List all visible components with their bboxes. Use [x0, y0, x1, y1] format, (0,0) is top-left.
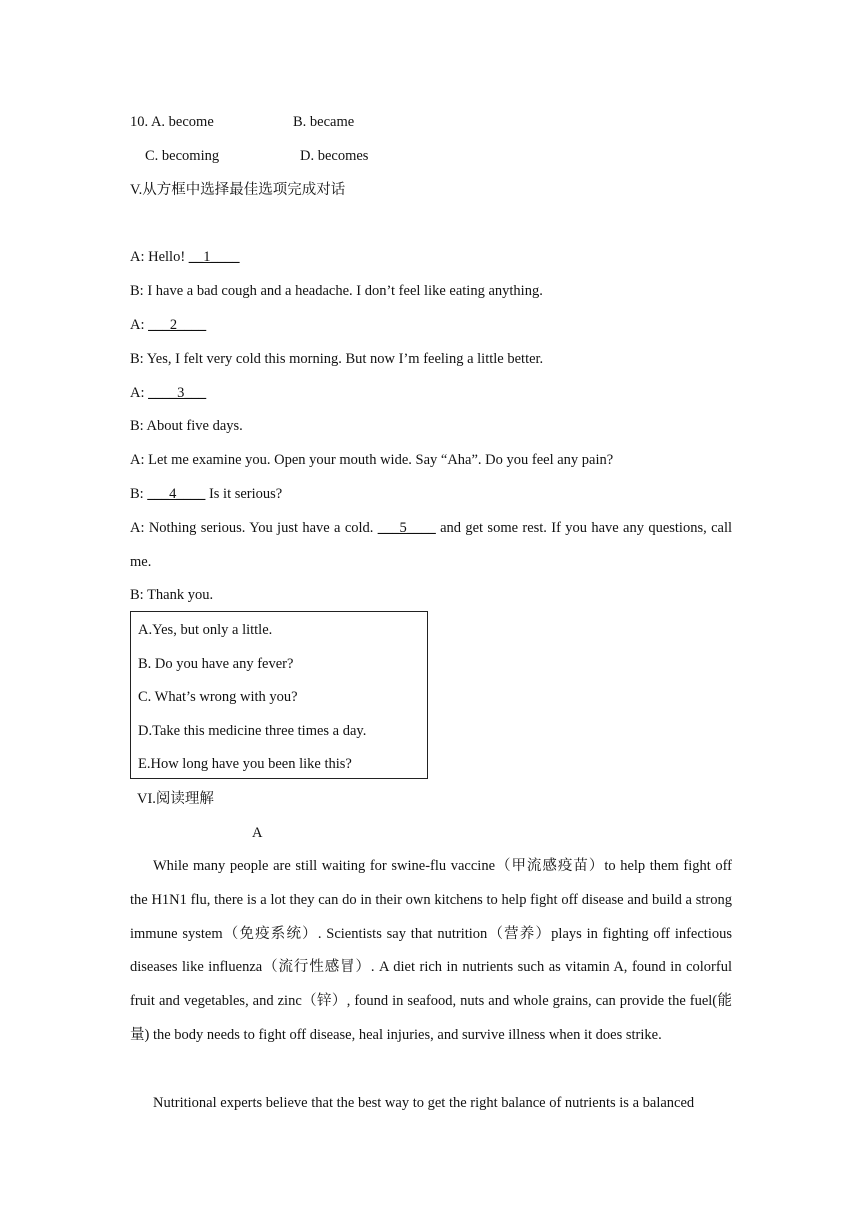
dialogue-text: B: About five days.: [130, 418, 243, 434]
answer-blank: ___2____: [148, 317, 207, 333]
answer-blank-5: ___5____: [377, 520, 436, 536]
dialogue-text: B:: [130, 486, 148, 502]
dialogue-text: A: Let me examine you. Open your mouth wide. Say “Aha”. Do you feel any pain?: [130, 452, 614, 468]
answer-blank: ____3___: [148, 385, 207, 401]
dialogue-line: [130, 316, 206, 334]
option-c: C. What’s wrong with you?: [138, 689, 298, 705]
q10-option-c: C. becoming: [145, 148, 220, 164]
option-b: B. Do you have any fever?: [138, 656, 294, 672]
dialogue-text-tail: Is it serious?: [205, 486, 283, 502]
dialogue-line: [130, 451, 613, 469]
options-box: [130, 611, 428, 779]
option-d: D.Take this medicine three times a day.: [138, 723, 367, 739]
option-a: A.Yes, but only a little.: [138, 622, 273, 638]
q10-number: 10.: [130, 114, 149, 130]
passage-paragraph-1: While many people are still waiting for swine-flu vaccine（甲流感疫苗）to help them fight off the H1N1 flu, there is a lot they can do in their own kitchens to help fight off disease and build a strong immune system（免疫系统）. Scientists say that nutrition（营养）plays in fighting off infectious diseases like influenza（流行性感冒）. A diet rich in nutrients such as vitamin A, found in colorful fruit and vegetables, and zinc（锌）, found in seafood, nuts and whole grains, can provide the fuel(能量) the body needs to fight off disease, heal injuries, and survive illness when it does strike.: [130, 858, 732, 1043]
option-e: E.How long have you been like this?: [138, 756, 352, 772]
dialogue-line: [130, 417, 243, 435]
dialogue-line-long: [130, 511, 732, 579]
q10-option-a: A. become: [150, 114, 214, 130]
q10-option-d: D. becomes: [300, 148, 369, 164]
passage-label: A: [252, 825, 263, 841]
dialogue-line: [130, 248, 240, 266]
dialogue-line: [130, 384, 206, 402]
q10-number-and-option-a: [130, 113, 214, 131]
dialogue-text: B: Yes, I felt very cold this morning. But now I’m feeling a little better.: [130, 351, 544, 367]
answer-blank: __1____: [188, 249, 240, 265]
section-6-title: VI.阅读理解: [137, 791, 214, 807]
section-5-title: V.从方框中选择最佳选项完成对话: [130, 182, 346, 198]
answer-blank: ___4____: [147, 486, 206, 502]
q10-option-b: B. became: [293, 114, 355, 130]
dialogue-text-tail: and get some rest. If you have any questions, call me.: [130, 520, 732, 570]
dialogue-text: A:: [130, 317, 149, 333]
dialogue-line: [130, 282, 543, 300]
dialogue-line: [130, 350, 543, 368]
dialogue-line: [130, 485, 282, 503]
dialogue-text: A: Hello!: [130, 249, 189, 265]
dialogue-end: B: Thank you.: [130, 587, 214, 603]
passage-paragraph-2: Nutritional experts believe that the best way to get the right balance of nutrients is a balanced: [153, 1095, 695, 1111]
dialogue-text: B: I have a bad cough and a headache. I don’t feel like eating anything.: [130, 283, 543, 299]
dialogue-text: A:: [130, 385, 149, 401]
dialogue-text: A: Nothing serious. You just have a cold.: [130, 520, 378, 536]
